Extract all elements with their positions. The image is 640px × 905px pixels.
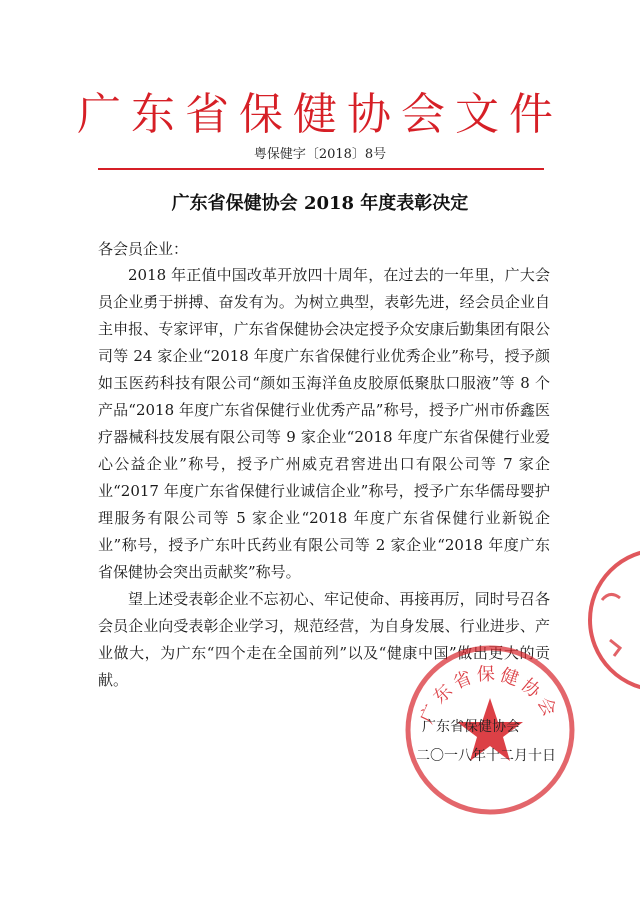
body-paragraph-1: 2018 年正值中国改革开放四十周年，在过去的一年里，广大会员企业勇于拼搏、奋发有为。为树立典型，表彰先进，经会员企业自主申报、专家评审，广东省保健协会决定授予众安康后勤集团有限公司等 24 家企业“2018 年度广东省保健行业优秀企业”称号，授予颜如玉医药科技有限公司“颜如玉海洋鱼皮胶原低聚肽口服液”等 8 个产品“2018 年度广东省保健行业优秀产品”称号，授予广州市侨鑫医疗器械科技发展有限公司等 9 家企业“2018 年度广东省保健行业爱心公益企业”称号，授予广州威克君窖进出口有限公司等 7 家企业“2017 年度广东省保健行业诚信企业”称号，授予广东华儒母婴护理服务有限公司等 5 家企业“2018 年度广东省保健行业新锐企业”称号，授予广东叶氏药业有限公司等 2 家企业“2018 年度广东省保健协会突出贡献奖”称号。 <box>98 266 550 581</box>
document-body <box>98 262 550 694</box>
edge-seal-icon <box>580 540 640 700</box>
header-divider <box>98 168 544 170</box>
signature-block <box>386 713 556 771</box>
body-paragraph-2: 望上述受表彰企业不忘初心、牢记使命、再接再厉，同时号召各会员企业向受表彰企业学习，规范经营，为自身发展、行业进步、产业做大，为广东“四个走在全国前列”以及“健康中国”做出更大的贡献。 <box>98 590 550 689</box>
document-number: 粤保健字〔2018〕8号 <box>253 147 387 162</box>
document-header-title: 广东省保健协会文件 <box>77 89 563 140</box>
seal-text: 广东省保健协会 <box>416 663 562 727</box>
signature-date: 二〇一八年十二月十日 <box>416 748 556 764</box>
salutation: 各会员企业： <box>98 240 189 258</box>
signature-org: 广东省保健协会 <box>422 719 520 735</box>
document-title: 广东省保健协会 2018 年度表彰决定 <box>171 193 469 214</box>
